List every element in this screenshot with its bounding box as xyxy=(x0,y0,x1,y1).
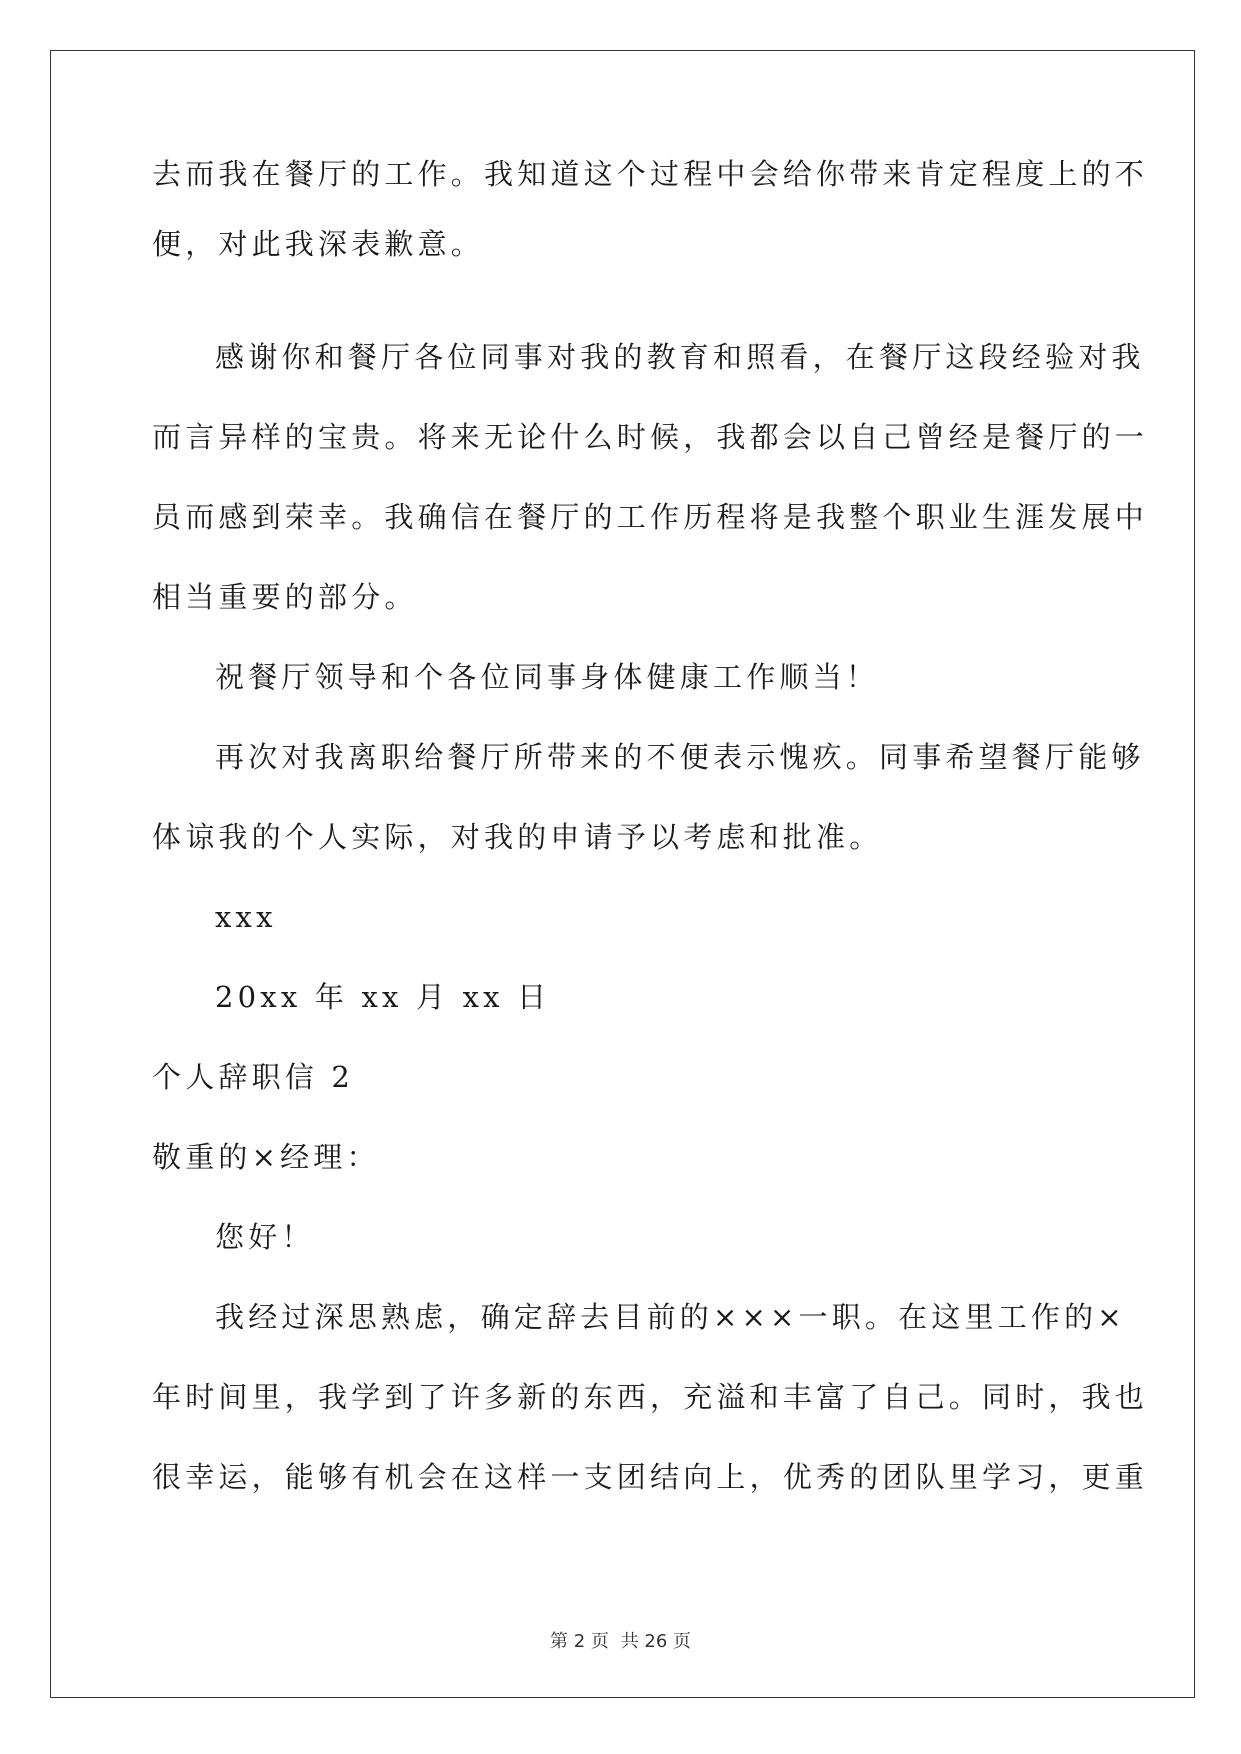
page-frame xyxy=(50,50,1195,1698)
signature-name: xxx xyxy=(215,900,277,934)
paragraph-line: 年时间里，我学到了许多新的东西，充溢和丰富了自己。同时，我也 xyxy=(152,1380,1149,1414)
page-footer xyxy=(0,1630,1241,1654)
paragraph-line: 员而感到荣幸。我确信在餐厅的工作历程将是我整个职业生涯发展中 xyxy=(152,500,1149,534)
paragraph-line: 体谅我的个人实际，对我的申请予以考虑和批准。 xyxy=(152,820,883,854)
paragraph-line: 很幸运，能够有机会在这样一支团结向上，优秀的团队里学习，更重 xyxy=(152,1460,1149,1494)
paragraph-line: 感谢你和餐厅各位同事对我的教育和照看，在餐厅这段经验对我 xyxy=(215,340,1145,374)
paragraph-line: 去而我在餐厅的工作。我知道这个过程中会给你带来肯定程度上的不 xyxy=(152,157,1149,191)
section-heading: 个人辞职信 2 xyxy=(152,1060,355,1094)
paragraph-line: 便，对此我深表歉意。 xyxy=(152,227,485,261)
page-total: 共 26 页 xyxy=(620,1631,691,1652)
paragraph-line: 再次对我离职给餐厅所带来的不便表示愧疚。同事希望餐厅能够 xyxy=(215,740,1145,774)
signature-date: 20xx 年 xx 月 xx 日 xyxy=(215,980,551,1014)
page-number: 第 2 页 xyxy=(550,1631,609,1652)
salutation: 敬重的×经理： xyxy=(152,1140,380,1174)
greeting: 您好！ xyxy=(215,1220,315,1254)
paragraph-line: 我经过深思熟虑，确定辞去目前的×××一职。在这里工作的× xyxy=(215,1300,1126,1334)
paragraph-line: 祝餐厅领导和个各位同事身体健康工作顺当！ xyxy=(215,660,880,694)
paragraph-line: 而言异样的宝贵。将来无论什么时候，我都会以自己曾经是餐厅的一 xyxy=(152,420,1149,454)
paragraph-line: 相当重要的部分。 xyxy=(152,580,418,614)
